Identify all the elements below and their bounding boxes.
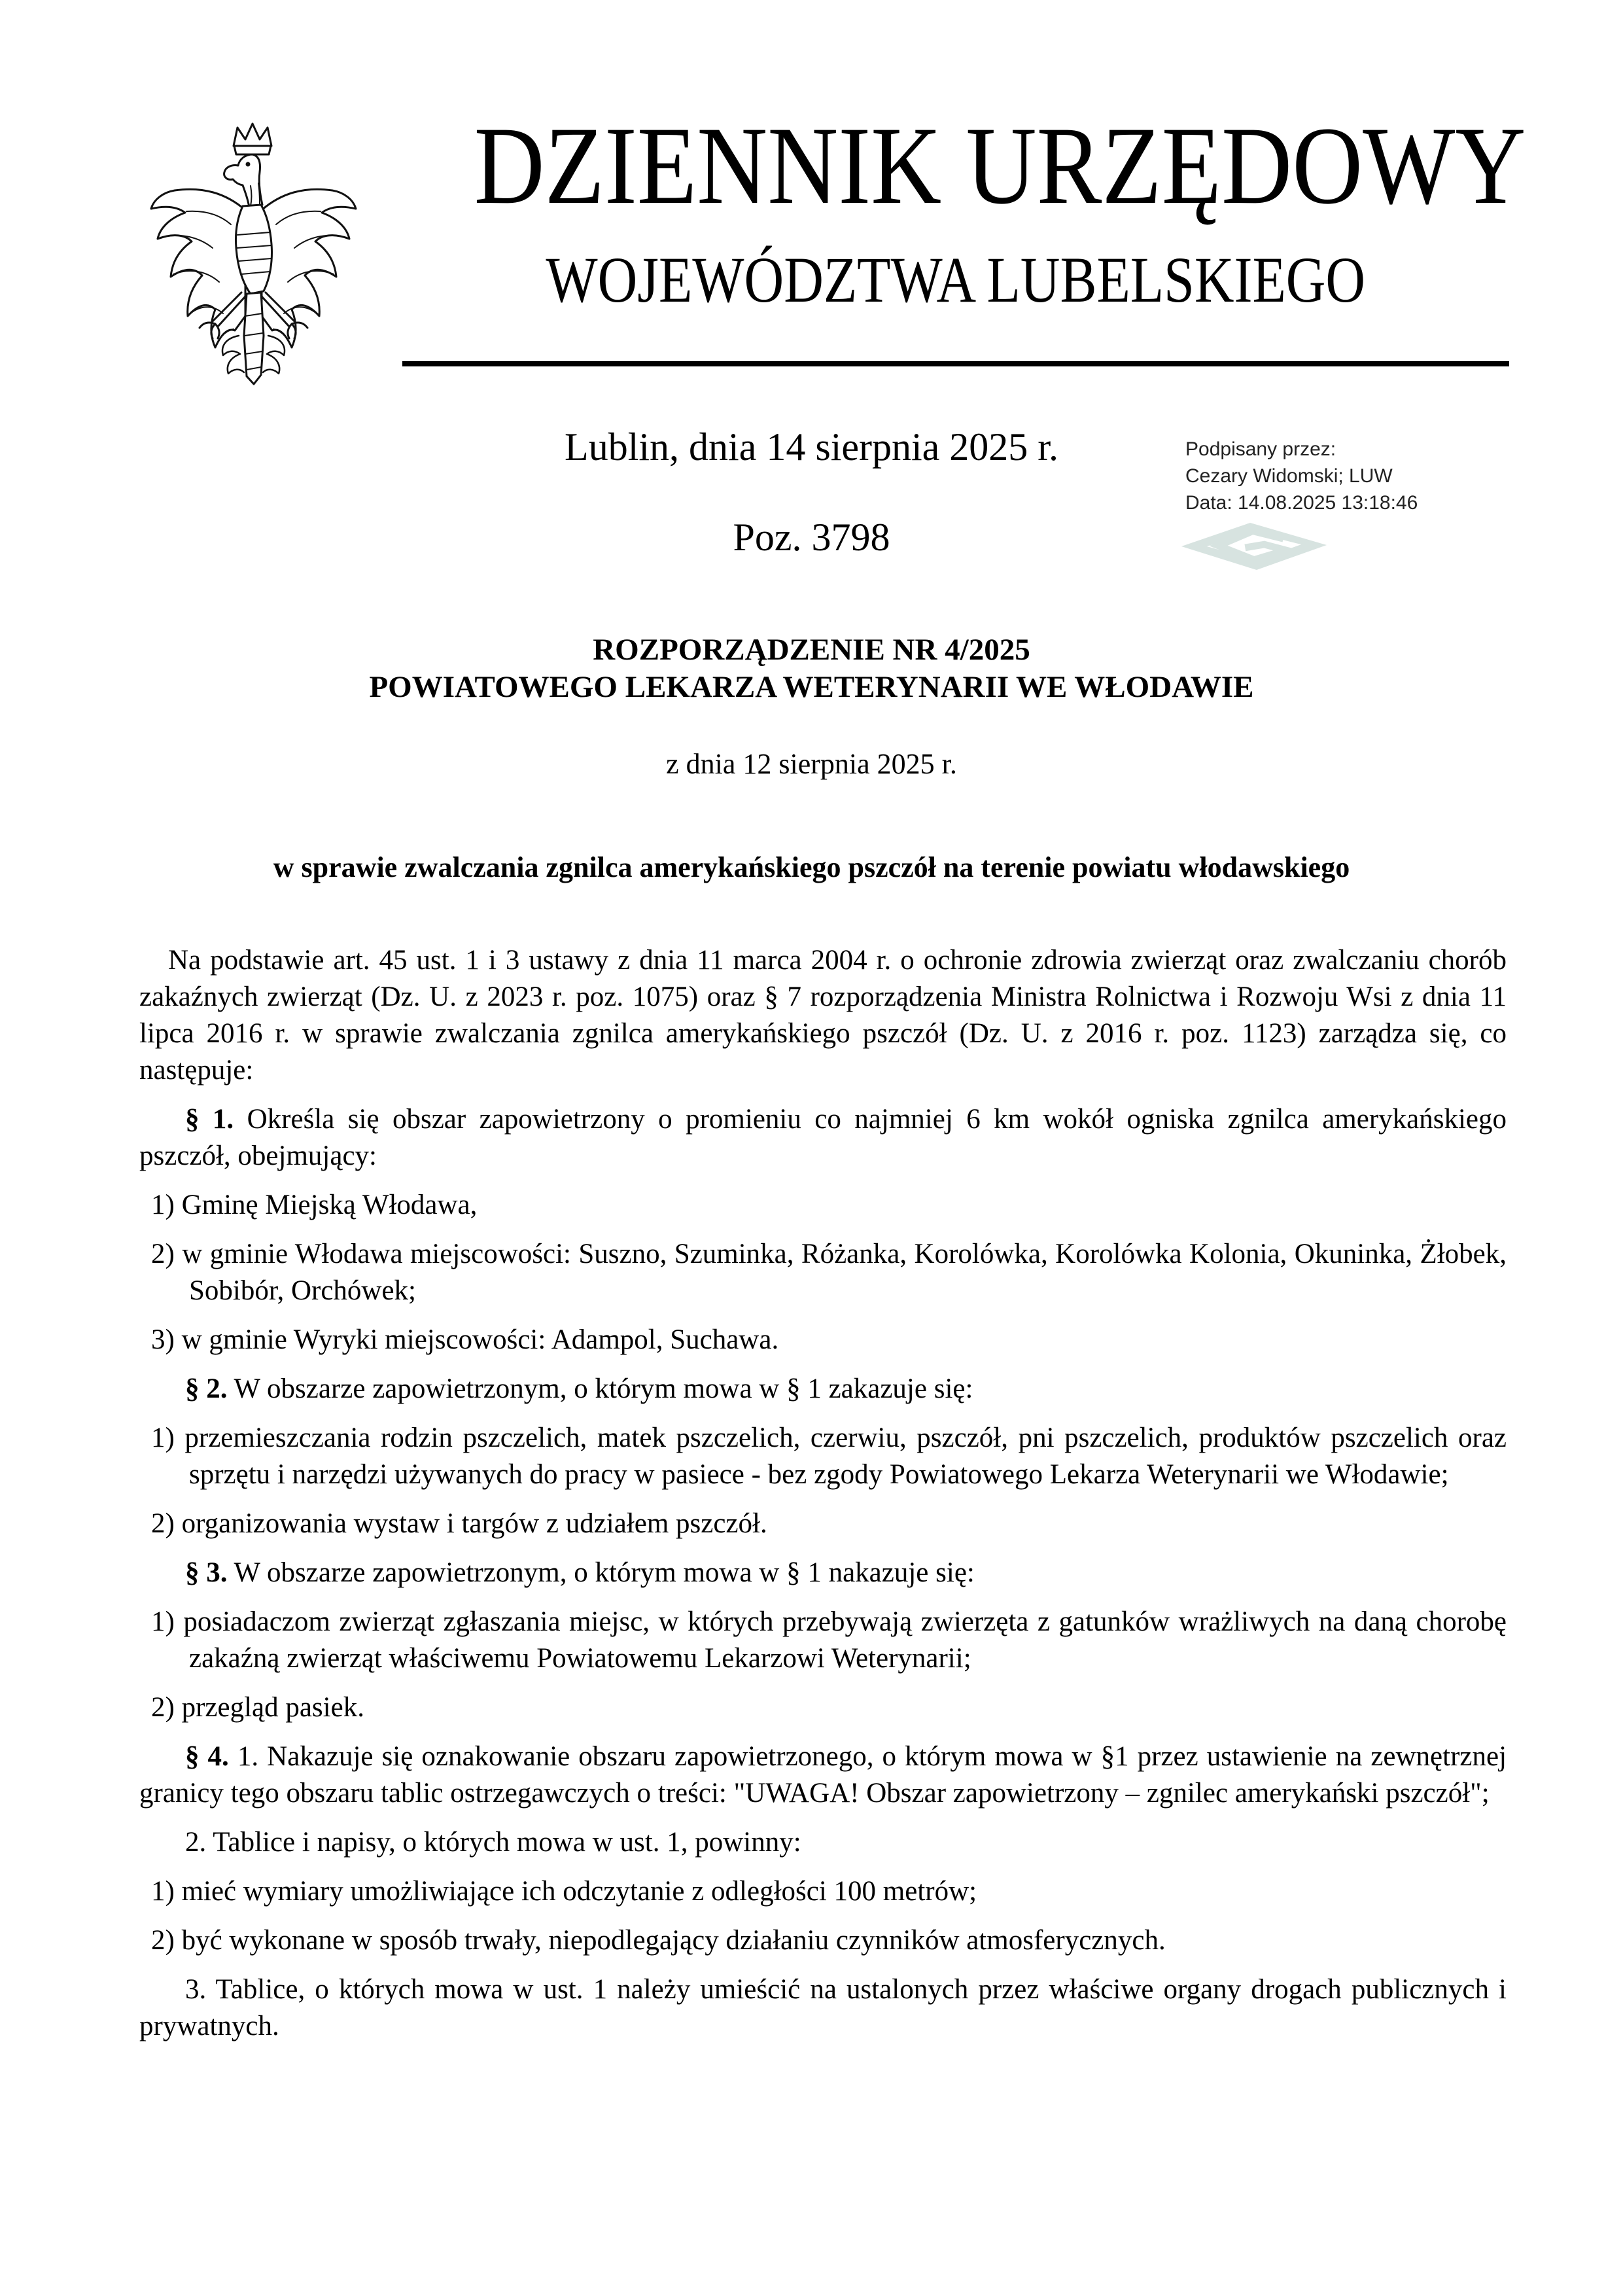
subsection-paragraph: 3. Tablice, o których mowa w ust. 1 należy umieścić na ustalonych przez właściwe organy drogach publicznych i prywatnych.	[139, 1974, 1507, 2041]
list-item-text: przemieszczania rodzin pszczelich, matek pszczelich, czerwiu, pszczół, pni pszczelich, produktów pszczelich oraz sprzętu i narzędzi używanych do pracy w pasiece - bez zgody Powiatowego Lekarza Weterynarii we Włodawie;	[184, 1422, 1507, 1490]
list-item	[139, 1604, 1507, 1677]
act-body	[139, 942, 1507, 2057]
list-item-number: 1)	[151, 1876, 175, 1907]
list-item-number: 2)	[151, 1692, 175, 1723]
list-item-text: organizowania wystaw i targów z udziałem pszczół.	[181, 1508, 767, 1539]
act-title-line2: POWIATOWEGO LEKARZA WETERYNARII WE WŁODAWIE	[369, 670, 1254, 704]
list-item	[139, 1506, 1507, 1542]
journal-masthead	[402, 104, 1526, 366]
journal-title: DZIENNIK URZĘDOWY	[474, 104, 1526, 227]
list-item	[139, 1322, 1507, 1358]
list-item-number: 1)	[151, 1606, 175, 1637]
list-item-text: w gminie Włodawa miejscowości: Suszno, Szuminka, Różanka, Korolówka, Korolówka Kolonia, Okuninka, Żłobek, Sobibór, Orchówek;	[182, 1239, 1507, 1306]
list-item	[139, 1187, 1507, 1224]
section-1-text: Określa się obszar zapowietrzony o promieniu co najmniej 6 km wokół ogniska zgnilca amerykańskiego pszczół, obejmujący:	[139, 1104, 1507, 1171]
act-subject: w sprawie zwalczania zgnilca amerykańskiego pszczół na terenie powiatu włodawskiego	[273, 851, 1350, 883]
subsection-paragraph: 2. Tablice i napisy, o których mowa w ust. 1, powinny:	[185, 1827, 801, 1858]
list-item	[139, 1689, 1507, 1726]
list-item-number: 1)	[151, 1190, 175, 1220]
preamble-paragraph: Na podstawie art. 45 ust. 1 i 3 ustawy z dnia 11 marca 2004 r. o ochronie zdrowia zwierząt oraz zwalczaniu chorób zakaźnych zwierząt (Dz. U. z 2023 r. poz. 1075) oraz § 7 rozporządzenia Ministra Rolnictwa i Rozwoju Wsi z dnia 11 lipca 2016 r. w sprawie zwalczania zgnilca amerykańskiego pszczół (Dz. U. z 2016 r. poz. 1123) zarządza się, co następuje:	[139, 945, 1507, 1086]
journal-subtitle: WOJEWÓDZTWA LUBELSKIEGO	[546, 243, 1366, 316]
list-item-number: 1)	[151, 1422, 175, 1453]
list-item	[139, 1420, 1507, 1493]
list-item-text: przegląd pasiek.	[181, 1692, 364, 1723]
list-item-number: 2)	[151, 1925, 175, 1956]
section-3-label: § 3.	[185, 1557, 228, 1588]
list-item	[139, 1873, 1507, 1910]
list-item-number: 3)	[151, 1324, 175, 1355]
journal-title-row	[402, 104, 1526, 227]
list-item-number: 2)	[151, 1508, 175, 1539]
section-3-heading	[139, 1555, 1507, 1591]
section-2-label: § 2.	[185, 1373, 228, 1404]
list-item-text: mieć wymiary umożliwiające ich odczytanie z odległości 100 metrów;	[181, 1876, 977, 1907]
place-and-date: Lublin, dnia 14 sierpnia 2025 r.	[565, 425, 1058, 468]
list-item-text: posiadaczom zwierząt zgłaszania miejsc, w których przebywają zwierzęta z gatunków wrażliwych na daną chorobę zakaźną zwierząt właściwemu Powiatowemu Lekarzowi Weterynarii;	[183, 1606, 1507, 1674]
section-4-text: 1. Nakazuje się oznakowanie obszaru zapowietrzonego, o którym mowa w §1 przez ustawienie na zewnętrznej granicy tego obszaru tablic ostrzegawczych o treści: "UWAGA! Obszar zapowietrzony – zgnilec amerykański pszczół";	[139, 1741, 1507, 1809]
section-1-label: § 1.	[185, 1104, 234, 1135]
list-item	[139, 1922, 1507, 1959]
signature-date: Data: 14.08.2025 13:18:46	[1185, 492, 1418, 514]
list-item	[139, 1236, 1507, 1309]
section-4-label: § 4.	[185, 1741, 229, 1772]
position-number: Poz. 3798	[733, 516, 890, 559]
journal-subtitle-row	[402, 243, 1509, 316]
section-1-heading	[139, 1101, 1507, 1174]
list-item-text: w gminie Wyryki miejscowości: Adampol, Suchawa.	[181, 1324, 779, 1355]
section-3-text: W obszarze zapowietrzonym, o którym mowa w § 1 nakazuje się:	[234, 1557, 975, 1588]
section-2-heading	[139, 1371, 1507, 1407]
signed-by-label: Podpisany przez:	[1185, 438, 1336, 460]
list-item-text: Gminę Miejską Włodawa,	[181, 1190, 478, 1220]
act-date: z dnia 12 sierpnia 2025 r.	[666, 748, 957, 780]
signer-name: Cezary Widomski; LUW	[1185, 465, 1393, 487]
section-2-text: W obszarze zapowietrzonym, o którym mowa w § 1 zakazuje się:	[234, 1373, 973, 1404]
list-item-text: być wykonane w sposób trwały, niepodlegający działaniu czynników atmosferycznych.	[181, 1925, 1166, 1956]
polish-eagle-emblem-icon	[147, 120, 360, 395]
list-item-number: 2)	[151, 1239, 175, 1269]
section-4-heading	[139, 1739, 1507, 1812]
act-title-line1: ROZPORZĄDZENIE NR 4/2025	[593, 633, 1030, 667]
act-heading	[0, 631, 1623, 885]
